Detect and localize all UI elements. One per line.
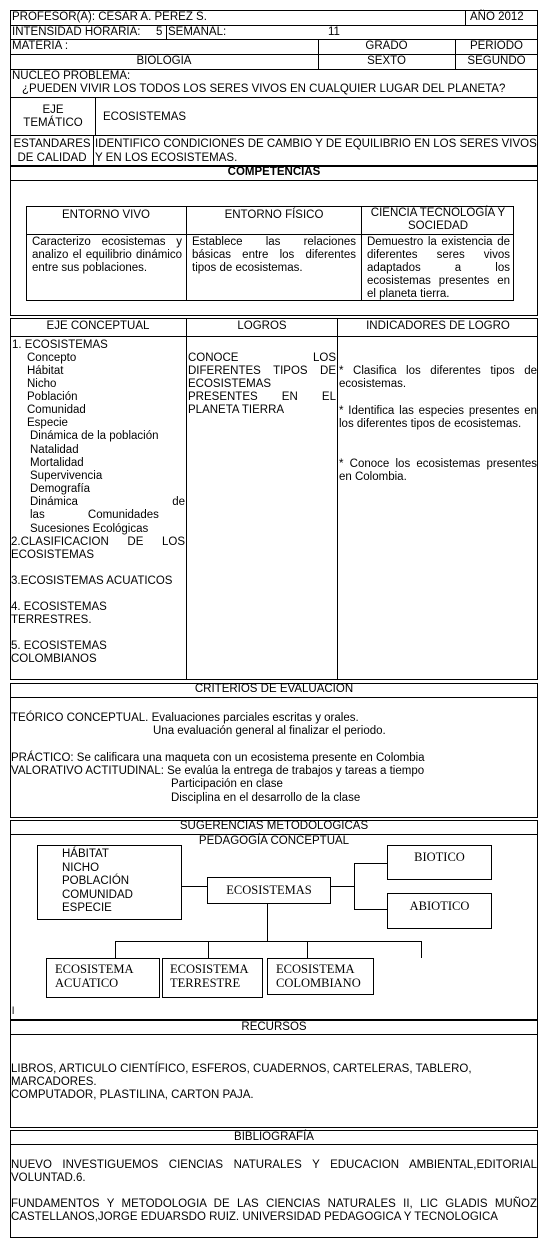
criterios-teorico-2: Una evaluación general al finalizar el periodo. — [153, 725, 386, 737]
criterios-valorativo-2: Participación en clase — [171, 778, 283, 790]
diagram-colombiano-node — [267, 958, 374, 995]
semanal-label: SEMANAL: — [168, 26, 227, 38]
bibliografia-ref-2: FUNDAMENTOS Y METODOLOGIA DE LAS CIENCIAS NATURALES II, LIC GLADIS MUÑOZ CASTELLANOS,JORGE EDUARSDO RUIZ. UNIVERSIDAD PEDAGOGICA Y TECNOLOGICA — [11, 1198, 537, 1223]
diagram-terrestre-node — [162, 958, 263, 998]
eje-item: 4. ECOSISTEMAS TERRESTRES. — [11, 601, 107, 626]
sugerencias-title: SUGERENCIAS METODOLOGICAS — [179, 820, 369, 832]
estandares-label: ESTANDARES DE CALIDAD — [13, 138, 91, 164]
competencias-cell-fisico: Establece las relaciones básicas entre los diferentes tipos de ecosistemas. — [192, 236, 356, 274]
eje-item: 5. ECOSISTEMAS COLOMBIANOS — [11, 640, 107, 665]
concept-habitat: HÁBITAT — [62, 848, 109, 860]
bibliografia-title: BIBLIOGRAFÍA — [234, 1131, 314, 1143]
competencias-cell-vivo: Caracterizo ecosistemas y analizo el equilibrio dinámico entre sus poblaciones. — [32, 236, 182, 274]
eje-item: Mortalidad — [30, 457, 84, 469]
intensidad-label: INTENSIDAD HORARIA: — [12, 26, 141, 38]
competencias-header-ciencia: CIENCIA TECNOLOGÍA Y SOCIEDAD — [370, 207, 506, 232]
logros-text: CONOCE LOS DIFERENTES TIPOS DE ECOSISTEMAS PRESENTES EN EL PLANETA TIERRA — [188, 352, 336, 416]
eje-item: Demografía — [30, 483, 91, 495]
criterios-title: CRITERIOS DE EVALUACION — [194, 683, 354, 695]
eje-item: 2.CLASIFICACION DE LOS ECOSISTEMAS — [11, 536, 185, 561]
diagram-biotico-node: BIOTICO — [387, 845, 492, 880]
eje-item: Comunidad — [27, 404, 86, 416]
anio-label: AÑO 2012 — [470, 11, 524, 23]
concept-nicho: NICHO — [62, 861, 100, 874]
eje-item: Supervivencia — [30, 470, 103, 482]
criterios-practico: PRÁCTICO: Se calificara una maqueta con un ecosistema presente en Colombia — [11, 752, 425, 764]
eje-item: 1. ECOSISTEMAS — [12, 339, 108, 351]
eje-item: Especie — [27, 417, 68, 429]
intensidad-value: 5 — [156, 26, 163, 38]
colombiano-label: ECOSISTEMA COLOMBIANO — [276, 962, 361, 990]
nucleo-question: ¿PUEDEN VIVIR LOS TODOS LOS SERES VIVOS EN CUALQUIER LUGAR DEL PLANETA? — [22, 83, 506, 95]
bibliografia-ref-1: NUEVO INVESTIGUEMOS CIENCIAS NATURALES Y EDUCACION AMBIENTAL,EDITORIAL VOLUNTAD.6. — [11, 1159, 537, 1184]
eje-tematico-box — [10, 98, 538, 136]
competencias-cell-ciencia: Demuestro la existencia de diferentes seres vivos adaptados a los ecosistemas presentes en el planeta tierra. — [367, 236, 510, 300]
indicadores-header: INDICADORES DE LOGRO — [366, 320, 510, 332]
eje-tematico-value: ECOSISTEMAS — [103, 111, 187, 123]
eje-item: Dinámica de las Comunidades — [30, 496, 185, 521]
concept-poblacion: POBLACIÓN — [62, 875, 130, 887]
periodo-value: SEGUNDO — [467, 55, 526, 67]
competencias-header-vivo: ENTORNO VIVO — [62, 209, 150, 221]
grado-label: GRADO — [365, 40, 408, 52]
concept-especie: ESPECIE — [62, 902, 112, 914]
diagram-ecosistemas-node: ECOSISTEMAS — [207, 877, 331, 904]
criterios-valorativo: VALORATIVO ACTITUDINAL: Se evalúa la entrega de trabajos y tareas a tiempo — [11, 765, 425, 777]
recursos-line-1: LIBROS, ARTICULO CIENTÍFICO, ESFEROS, CUADERNOS, CARTELERAS, TABLERO, MARCADORES. — [11, 1063, 472, 1088]
eje-item: Sucesiones Ecológicas — [30, 523, 149, 535]
eje-item: Concepto — [27, 352, 77, 364]
logros-header: LOGROS — [237, 320, 287, 332]
semanal-value: 11 — [328, 26, 340, 38]
periodo-label: PERIODO — [469, 40, 524, 52]
sugerencias-subtitle: PEDAGOGÍA CONCEPTUAL — [198, 835, 350, 847]
eje-item: Dinámica de la población — [30, 430, 159, 442]
terrestre-label: ECOSISTEMA TERRESTRE — [170, 962, 248, 990]
criterios-valorativo-3: Disciplina en el desarrollo de la clase — [171, 792, 361, 804]
grado-value: SEXTO — [367, 55, 406, 67]
indicador-1: * Clasifica los diferentes tipos de ecosistemas. — [339, 365, 537, 390]
competencias-header-fisico: ENTORNO FÍSICO — [224, 209, 324, 221]
criterios-teorico: TEÓRICO CONCEPTUAL. Evaluaciones parciales escritas y orales. — [11, 712, 359, 724]
eje-item: Nicho — [27, 378, 57, 390]
competencias-title: COMPETENCIAS — [227, 166, 321, 178]
eje-item: Hábitat — [27, 365, 64, 377]
eje-item: Natalidad — [30, 444, 79, 456]
diagram-concepts-box — [37, 845, 182, 920]
nucleo-label: NUCLEO PROBLEMA: — [12, 70, 131, 82]
diagram-acuatico-node — [46, 958, 160, 998]
concept-comunidad: COMUNIDAD — [62, 888, 133, 901]
stray-mark: l — [12, 1006, 15, 1017]
materia-value: BIOLOGIA — [136, 55, 192, 67]
eje-tematico-label: EJE TEMÁTICO — [23, 104, 83, 129]
indicador-2: * Identifica las especies presentes en los diferentes tipos de ecosistemas. — [339, 405, 537, 430]
eje-item: 3.ECOSISTEMAS ACUATICOS — [11, 575, 173, 587]
recursos-title: RECURSOS — [241, 1021, 307, 1033]
eje-conceptual-header: EJE CONCEPTUAL — [46, 320, 150, 332]
indicador-3: * Conoce los ecosistemas presentes en Colombia. — [339, 458, 537, 483]
acuatico-label: ECOSISTEMA ACUATICO — [55, 962, 133, 990]
materia-label: MATERIA : — [12, 40, 69, 52]
estandares-value: IDENTIFICO CONDICIONES DE CAMBIO Y DE EQUILIBRIO EN LOS SERES VIVOS Y EN LOS ECOSISTEMAS. — [95, 138, 537, 164]
profesor-label: PROFESOR(A): CESAR A. PEREZ S. — [12, 11, 207, 23]
recursos-line-2: COMPUTADOR, PLASTILINA, CARTON PAJA. — [11, 1089, 254, 1101]
eje-item: Población — [27, 391, 78, 403]
diagram-abiotico-node: ABIOTICO — [387, 893, 492, 929]
